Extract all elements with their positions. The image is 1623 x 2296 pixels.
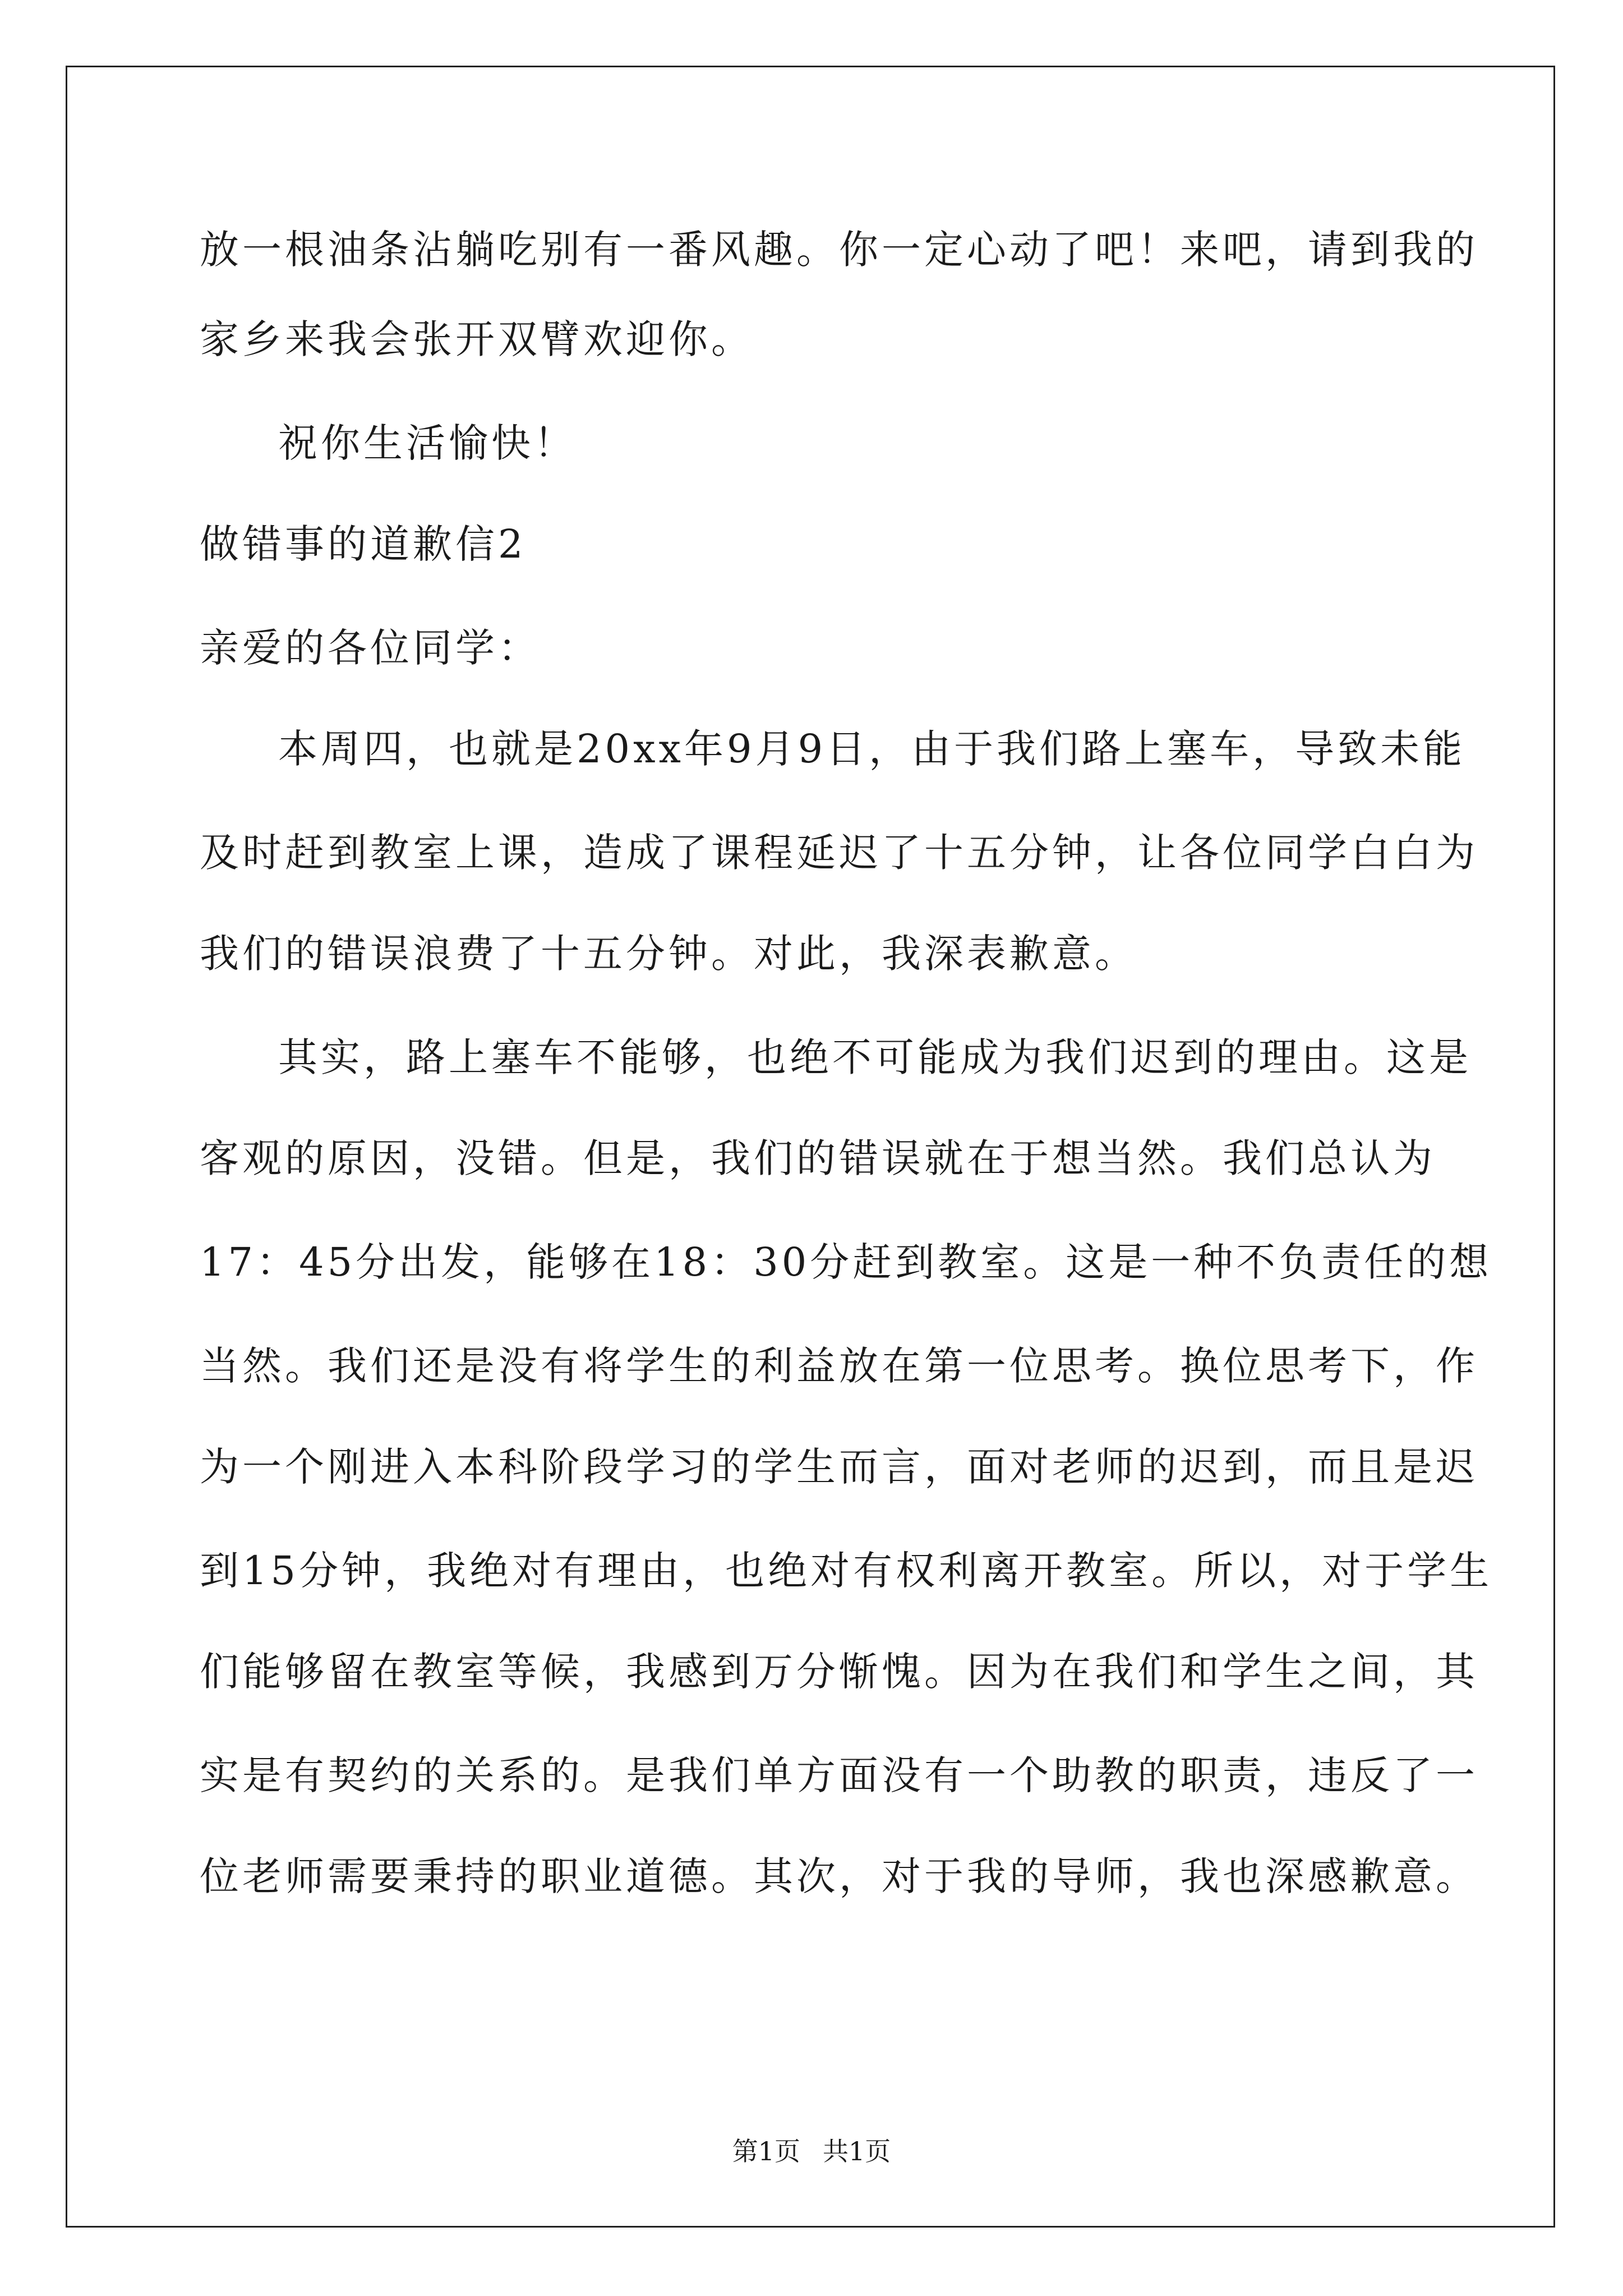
- body-line-10: 客观的原因，没错。但是，我们的错误就在于想当然。我们总认为: [200, 1135, 1436, 1181]
- body-line-17: 位老师需要秉持的职业道德。其次，对于我的导师，我也深感歉意。: [200, 1853, 1478, 1899]
- page-number-total: 共1页: [823, 2136, 891, 2166]
- section-title: 做错事的道歉信2: [200, 521, 527, 567]
- salutation: 亲爱的各位同学：: [200, 625, 541, 671]
- page-number-current: 第1页: [732, 2136, 800, 2166]
- page-footer: [0, 2134, 1623, 2168]
- body-line-12: 当然。我们还是没有将学生的利益放在第一位思考。换位思考下，作: [200, 1343, 1478, 1389]
- body-line-2: 家乡来我会张开双臂欢迎你。: [200, 316, 754, 362]
- body-line-13: 为一个刚进入本科阶段学习的学生而言，面对老师的迟到，而且是迟: [200, 1444, 1478, 1490]
- body-line-15: 们能够留在教室等候，我感到万分惭愧。因为在我们和学生之间，其: [200, 1649, 1478, 1695]
- body-line-8: 我们的错误浪费了十五分钟。对此，我深表歉意。: [200, 931, 1137, 977]
- body-line-9: 其实，路上塞车不能够，也绝不可能成为我们迟到的理由。这是: [278, 1034, 1472, 1080]
- body-line-11: 17：45分出发，能够在18：30分赶到教室。这是一种不负责任的想: [200, 1239, 1492, 1285]
- body-line-1: 放一根油条沾躺吃别有一番风趣。你一定心动了吧！来吧，请到我的: [200, 227, 1478, 273]
- body-line-6: 本周四，也就是20xx年9月9日，由于我们路上塞车，导致未能: [278, 726, 1466, 772]
- body-line-14: 到15分钟，我绝对有理由，也绝对有权利离开教室。所以，对于学生: [200, 1548, 1493, 1594]
- body-line-16: 实是有契约的关系的。是我们单方面没有一个助教的职责，违反了一: [200, 1752, 1478, 1798]
- closing-wish: 祝你生活愉快！: [278, 420, 577, 466]
- body-line-7: 及时赶到教室上课，造成了课程延迟了十五分钟，让各位同学白白为: [200, 830, 1478, 876]
